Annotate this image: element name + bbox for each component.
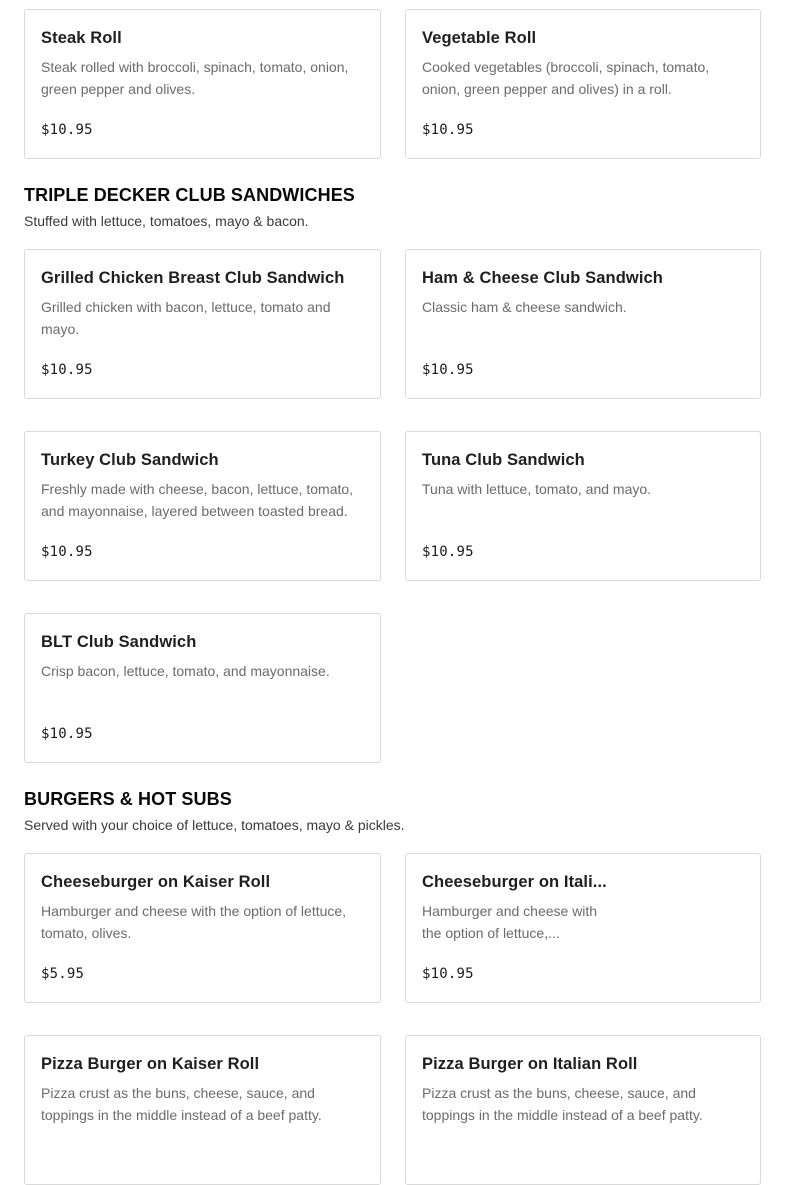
item-description: Pizza crust as the buns, cheese, sauce, and toppings in the middle instead of a beef patty. xyxy=(422,1085,703,1123)
menu-item-card[interactable] xyxy=(24,431,381,581)
item-description: Crisp bacon, lettuce, tomato, and mayonnaise. xyxy=(41,663,330,679)
item-name: Cheeseburger on Itali... xyxy=(422,873,607,891)
menu-item-card[interactable] xyxy=(405,431,761,581)
item-description: Freshly made with cheese, bacon, lettuce, tomato, and mayonnaise, layered between toasted bread. xyxy=(41,481,354,519)
item-description: Pizza crust as the buns, cheese, sauce, and toppings in the middle instead of a beef patty. xyxy=(41,1085,322,1123)
item-price: $10.95 xyxy=(422,966,474,982)
item-price: $10.95 xyxy=(41,544,93,560)
item-price: $10.95 xyxy=(422,122,474,138)
item-name: Pizza Burger on Italian Roll xyxy=(422,1055,638,1073)
item-description: Cooked vegetables (broccoli, spinach, tomato, onion, green pepper and olives) in a roll. xyxy=(422,59,710,97)
menu-item-card[interactable] xyxy=(405,853,761,1003)
item-description: Classic ham & cheese sandwich. xyxy=(422,299,627,315)
item-name: Pizza Burger on Kaiser Roll xyxy=(41,1055,260,1073)
item-description: Hamburger and cheese with the option of lettuce,... xyxy=(422,903,598,941)
item-name: Grilled Chicken Breast Club Sandwich xyxy=(41,269,345,287)
section-title: TRIPLE DECKER CLUB SANDWICHES xyxy=(24,185,355,205)
section-title: BURGERS & HOT SUBS xyxy=(24,789,232,809)
item-name: Cheeseburger on Kaiser Roll xyxy=(41,873,271,891)
item-name: Tuna Club Sandwich xyxy=(422,451,585,469)
menu-item-card[interactable] xyxy=(24,613,381,763)
section-subtitle: Stuffed with lettuce, tomatoes, mayo & bacon. xyxy=(24,213,309,229)
item-description: Tuna with lettuce, tomato, and mayo. xyxy=(422,481,652,497)
menu-item-card[interactable] xyxy=(24,9,381,159)
item-price: $10.95 xyxy=(41,726,93,742)
item-description: Steak rolled with broccoli, spinach, tomato, onion, green pepper and olives. xyxy=(41,59,349,97)
item-name: Steak Roll xyxy=(41,29,122,47)
item-name: Turkey Club Sandwich xyxy=(41,451,219,469)
menu-item-card[interactable] xyxy=(24,249,381,399)
section-subtitle: Served with your choice of lettuce, tomatoes, mayo & pickles. xyxy=(24,817,405,833)
item-price: $10.95 xyxy=(41,362,93,378)
item-description: Hamburger and cheese with the option of lettuce, tomato, olives. xyxy=(41,903,347,941)
item-name: BLT Club Sandwich xyxy=(41,633,197,651)
menu-item-card[interactable] xyxy=(405,9,761,159)
item-price: $10.95 xyxy=(422,362,474,378)
item-price: $10.95 xyxy=(422,544,474,560)
menu-item-card[interactable] xyxy=(24,853,381,1003)
item-description: Grilled chicken with bacon, lettuce, tomato and mayo. xyxy=(41,299,331,337)
menu-item-card[interactable] xyxy=(24,1035,381,1185)
item-name: Vegetable Roll xyxy=(422,29,537,47)
menu-item-card[interactable] xyxy=(405,1035,761,1185)
menu-item-card[interactable] xyxy=(405,249,761,399)
item-price: $5.95 xyxy=(41,966,85,982)
item-name: Ham & Cheese Club Sandwich xyxy=(422,269,663,287)
item-price: $10.95 xyxy=(41,122,93,138)
